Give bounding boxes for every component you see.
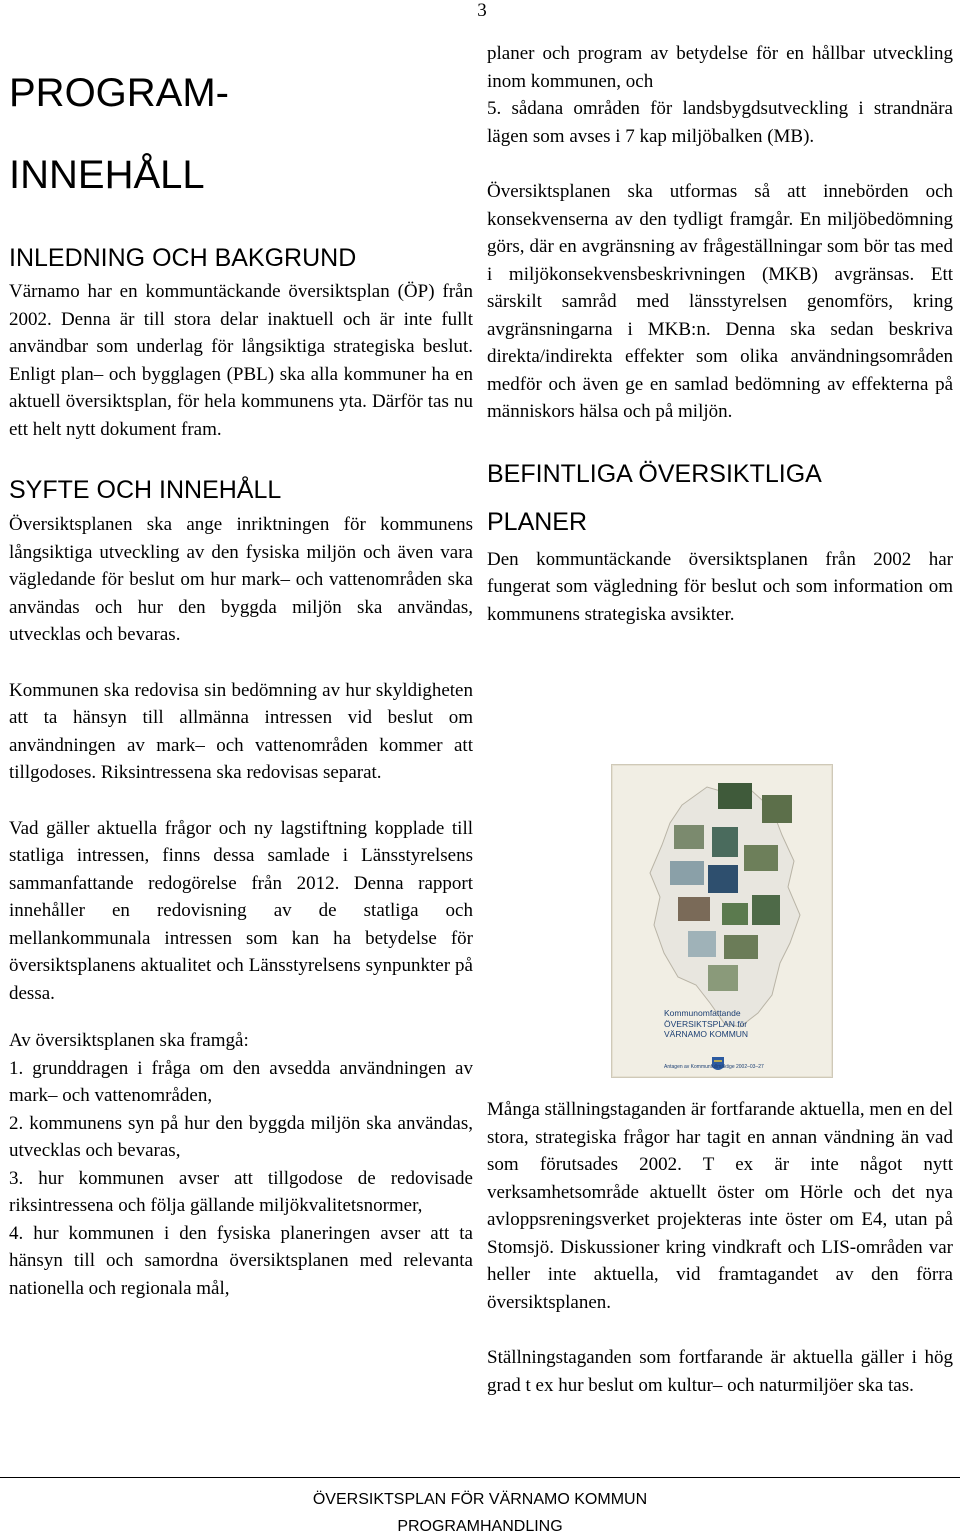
list-item: 3. hur kommunen avser att tillgodose de redovisade riksintressena och följa gällande miljökvalitetsnormer, bbox=[9, 1167, 473, 1216]
syfte-heading: SYFTE OCH INNEHÅLL bbox=[9, 476, 282, 504]
page-title-line-1: PROGRAM- bbox=[9, 71, 229, 115]
photo-farm bbox=[708, 965, 738, 991]
footer-document-type: PROGRAMHANDLING bbox=[397, 1518, 563, 1535]
list-item: 1. grunddragen i fråga om den avsedda användningen av mark– och vattenområden, bbox=[9, 1057, 473, 1106]
list-item: 2. kommunens syn på hur den byggda miljön ska användas, utvecklas och bevaras, bbox=[9, 1112, 473, 1161]
cover-title-line-3: VÄRNAMO KOMMUN bbox=[664, 1029, 749, 1039]
list-item: 5. sådana områden för landsbygdsutveckling i strandnära lägen som avses i 7 kap miljöbalken (MB). bbox=[487, 98, 953, 147]
photo-shore bbox=[688, 931, 716, 957]
utformas-paragraph: Översiktsplanen ska utformas så att innebörden och konsekvenserna av den tydligt framgår. En miljöbedömning görs, där en avgränsning av frågeställningar som bör tas med i miljökonsekvensbeskrivningen (MKB) avgränsas. Ett särskilt samråd med länsstyrelsen genomförs, kring avgränsningarna i MKB:n. Denna ska sedan beskriva direkta/indirekta effekter som olika användningsområden medför och även ge en samlad bedömning av effekterna på människors hälsa och på miljön. bbox=[487, 181, 953, 422]
photo-water bbox=[670, 861, 704, 885]
stallning-paragraph: Ställningstaganden som fortfarande är aktuella gäller i hög grad t ex hur beslut om kultur– och naturmiljöer ska tas. bbox=[487, 1347, 953, 1396]
photo-trees bbox=[762, 795, 792, 823]
befintliga-paragraph: Den kommuntäckande översiktsplanen från 2002 har fungerat som vägledning för beslut och som information om kommunens strategiska avsikter. bbox=[487, 548, 953, 625]
photo-park bbox=[722, 903, 748, 925]
cover-title-line-2: ÖVERSIKTSPLAN för bbox=[664, 1018, 748, 1029]
syfte-paragraph-3: Vad gäller aktuella frågor och ny lagstiftning kopplade till statliga intressen, finns dessa samlade i Länsstyrelsens sammanfattande redogörelse från 2012. Denna rapport innehåller en redovisning av de statliga och mellankommunala intressen som kan ha betydelse för översiktsplanens aktualitet och Länsstyrelsens synpunkter på dessa. bbox=[9, 817, 473, 1004]
manga-paragraph: Många ställningstaganden är fortfarande aktuella, men en del stora, strategiska frågor har tagit en annan vändning än vad som förutsades 2002. T ex är inte något nytt verksamhetsområde aktuellt öster om Hörle och det nya avloppsreningsverket projekteras inte öster om E4, utan på Stomsjö. Diskussioner kring vindkraft och LIS-områden var heller inte aktuella, vid framtagandet av den förra översiktsplanen. bbox=[487, 1099, 953, 1313]
photo-road bbox=[724, 935, 758, 959]
list-intro: Av översiktsplanen ska framgå: bbox=[9, 1030, 249, 1051]
inledning-heading: INLEDNING OCH BAKGRUND bbox=[9, 244, 357, 272]
left-column bbox=[9, 52, 473, 1302]
photo-meadow bbox=[674, 825, 704, 849]
cover-footer: Antagen av Kommunfullmäktige 2002–03–27 bbox=[664, 1064, 764, 1070]
list-item-continued: planer och program av betydelse för en hållbar utveckling inom kommunen, och bbox=[487, 43, 953, 92]
syfte-paragraph-1: Översiktsplanen ska ange inriktningen för kommunens långsiktiga utveckling av den fysiska miljön och även vara vägledande för beslut om hur mark– och vattenområden ska användas och hur den byggda miljön ska användas, utvecklas och bevaras. bbox=[9, 514, 473, 645]
list-item: 4. hur kommunen i den fysiska planeringen avser att ta hänsyn till och samordna översiktsplanen med relevanta nationella och regionala mål, bbox=[9, 1222, 473, 1299]
cover-title-line-1: Kommunomfattande bbox=[664, 1008, 741, 1018]
befintliga-heading-line-1: BEFINTLIGA ÖVERSIKTLIGA bbox=[487, 459, 822, 488]
photo-forest bbox=[718, 783, 752, 809]
inledning-paragraph: Värnamo har en kommuntäckande översiktsplan (ÖP) från 2002. Denna är till stora delar inaktuell och är inte fullt användbar som underlag för långsiktiga strategiska beslut. Enligt plan– och bygglagen (PBL) ska alla kommuner ha en aktuell översiktsplan, för hela kommunens yta. Därför tas nu ett helt nytt dokument fram. bbox=[9, 281, 473, 440]
photo-river bbox=[708, 865, 738, 893]
page-title-line-2: INNEHÅLL bbox=[9, 153, 205, 197]
right-column-lower bbox=[487, 1096, 953, 1399]
syfte-paragraph-2: Kommunen ska redovisa sin bedömning av hur skyldigheten att ta hänsyn till allmänna intressen vid beslut om användningen av mark– och vattenområden kommer att tillgodoses. Riksintressena ska redovisas separat. bbox=[9, 679, 473, 783]
footer-divider bbox=[0, 1477, 960, 1478]
photo-lake bbox=[712, 827, 738, 857]
cover-title bbox=[664, 1008, 814, 1040]
photo-field bbox=[744, 845, 778, 871]
footer-document-title: ÖVERSIKTSPLAN FÖR VÄRNAMO KOMMUN bbox=[312, 1491, 648, 1508]
plan-cover-image bbox=[611, 764, 833, 1078]
right-column bbox=[487, 40, 953, 628]
photo-town bbox=[678, 897, 710, 921]
page-number: 3 bbox=[477, 0, 487, 21]
befintliga-heading-line-2: PLANER bbox=[487, 507, 588, 536]
photo-woods bbox=[752, 895, 780, 925]
